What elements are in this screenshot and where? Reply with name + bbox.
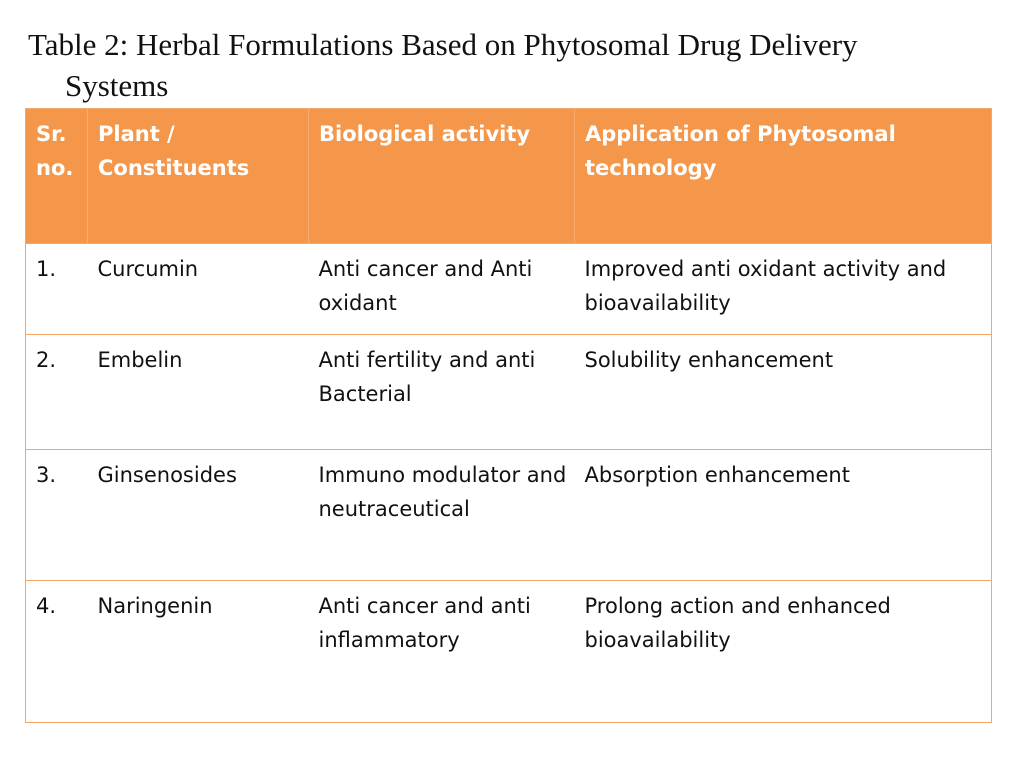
cell-constituent: Embelin [88,335,309,450]
cell-sr-no: 2. [26,335,88,450]
cell-application: Prolong action and enhanced bioavailability [575,581,992,723]
cell-constituent: Curcumin [88,244,309,335]
formulations-table [25,108,992,723]
table-row [26,335,992,450]
header-sr-no: Sr. no. [26,109,88,244]
cell-application: Improved anti oxidant activity and bioavailability [575,244,992,335]
title-line-1: Table 2: Herbal Formulations Based on Phytosomal Drug Delivery [28,27,858,62]
header-biological-activity: Biological activity [309,109,575,244]
cell-activity: Anti fertility and anti Bacterial [309,335,575,450]
cell-activity: Anti cancer and anti inflammatory [309,581,575,723]
page-title [28,24,988,106]
cell-application: Solubility enhancement [575,335,992,450]
header-plant-constituents: Plant / Constituents [88,109,309,244]
header-row [26,109,992,244]
cell-sr-no: 3. [26,450,88,581]
table-row [26,450,992,581]
cell-sr-no: 1. [26,244,88,335]
cell-constituent: Naringenin [88,581,309,723]
cell-activity: Immuno modulator and neutraceutical [309,450,575,581]
cell-activity: Anti cancer and Anti oxidant [309,244,575,335]
cell-constituent: Ginsenosides [88,450,309,581]
table-body [26,244,992,723]
cell-application: Absorption enhancement [575,450,992,581]
table-row [26,581,992,723]
table-header [26,109,992,244]
cell-sr-no: 4. [26,581,88,723]
header-application: Application of Phytosomal technology [575,109,992,244]
title-line-2: Systems [65,68,169,103]
table-row [26,244,992,335]
